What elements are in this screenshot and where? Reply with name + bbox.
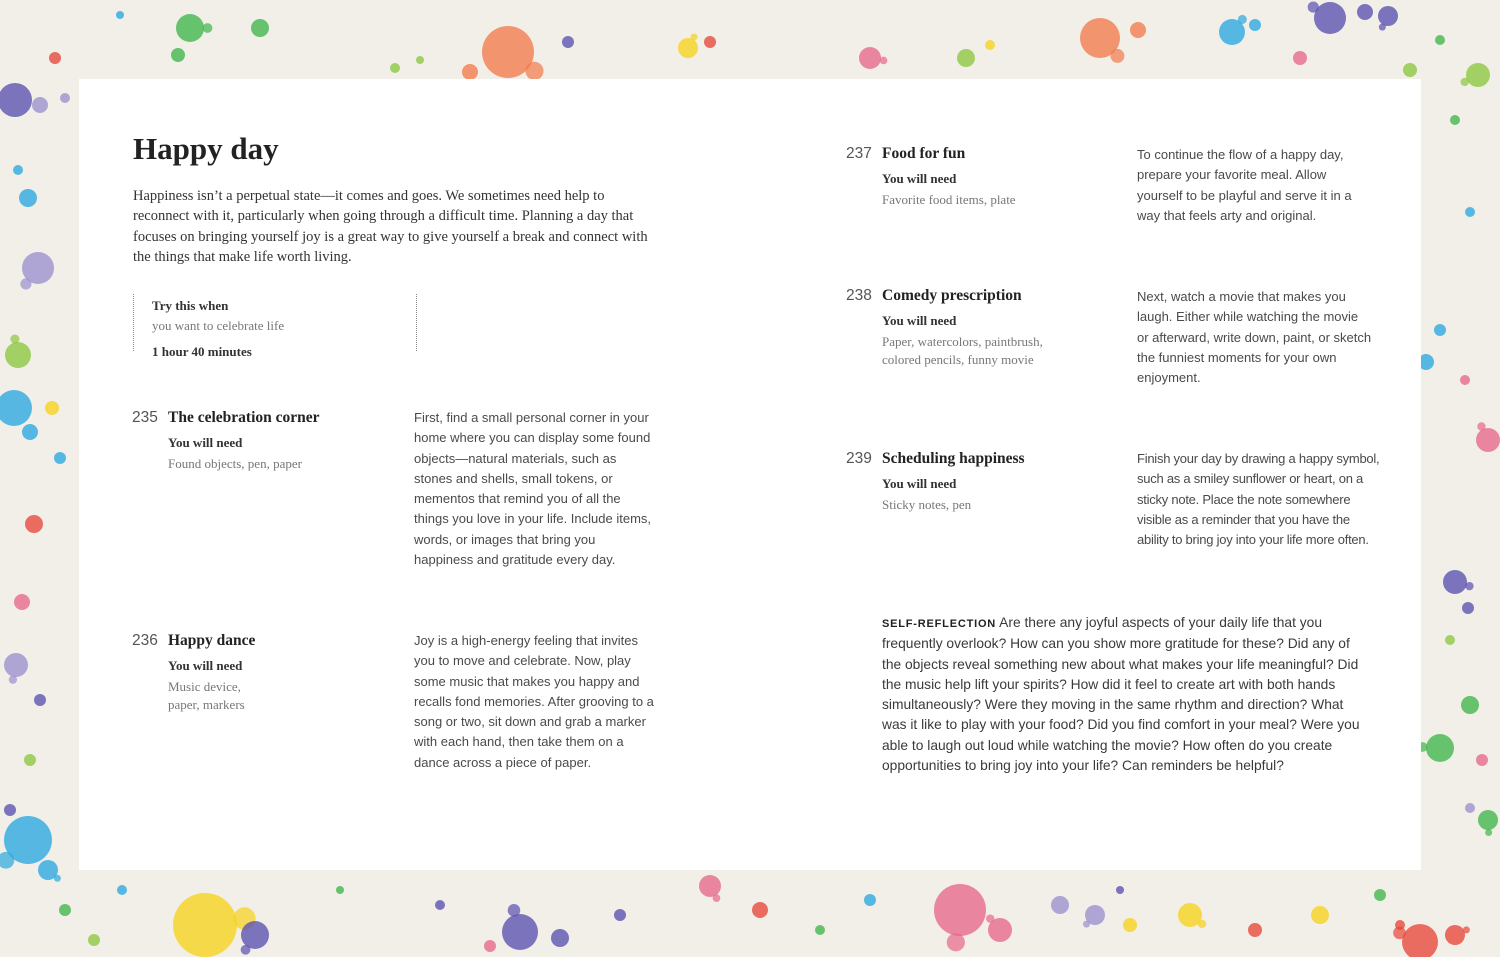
paint-splatter [116, 11, 124, 19]
paint-splatter [1445, 635, 1455, 645]
paint-splatter [24, 754, 36, 766]
book-page [79, 79, 1421, 870]
paint-splatter [9, 675, 17, 683]
paint-splatter [699, 875, 721, 897]
paint-splatter [416, 56, 424, 64]
paint-splatter [390, 63, 400, 73]
paint-splatter [241, 921, 269, 949]
paint-splatter [934, 884, 986, 936]
paint-splatter [1476, 428, 1500, 452]
paint-splatter [1478, 810, 1498, 830]
paint-splatter [117, 885, 127, 895]
try-this-heading: Try this when [152, 298, 229, 313]
paint-splatter [1123, 918, 1137, 932]
paint-splatter [1434, 324, 1446, 336]
paint-splatter [864, 894, 876, 906]
paint-splatter [59, 904, 71, 916]
paint-splatter [251, 19, 269, 37]
intro-paragraph: Happiness isn’t a perpetual state—it comes and goes. We sometimes need help to reconnect with it, particularly when going through a difficult time. Planning a day that focuses on bringing yourself joy is a great way to give yourself a break and connect with the things that make life worth living. [133, 188, 648, 266]
activity-title: Food for fun [882, 145, 966, 162]
paint-splatter [1403, 63, 1417, 77]
paint-splatter [1466, 63, 1490, 87]
paint-splatter [1311, 906, 1329, 924]
self-reflection-paragraph [882, 613, 1367, 776]
paint-splatter [32, 97, 48, 113]
paint-splatter [10, 334, 19, 343]
paint-splatter [22, 424, 38, 440]
paint-splatter [1238, 15, 1247, 24]
activity-title: The celebration corner [168, 409, 320, 426]
needs-list: Paper, watercolors, paintbrush, colored pencils, funny movie [882, 334, 1043, 367]
paint-splatter [49, 52, 61, 64]
needs-label: You will need [882, 476, 957, 491]
paint-splatter [551, 929, 569, 947]
paint-splatter [0, 390, 32, 426]
paint-splatter [4, 653, 28, 677]
paint-splatter [1463, 926, 1470, 933]
paint-splatter [484, 940, 496, 952]
try-this-condition: you want to celebrate life [152, 318, 285, 333]
needs-list: Sticky notes, pen [882, 497, 972, 512]
needs-list: Favorite food items, plate [882, 192, 1016, 207]
activity-239-description: Finish your day by drawing a happy symbol, such as a smiley sunflower or heart, on a sticky note. Place the note somewhere visible as a reminder that you have the ability to bring joy into your life more often. [1137, 451, 1380, 548]
needs-list: Music device, paper, markers [168, 679, 245, 712]
paint-splatter [203, 23, 213, 33]
activity-number: 237 [846, 145, 872, 162]
paint-splatter [171, 48, 185, 62]
paint-splatter [1435, 35, 1445, 45]
activity-title: Scheduling happiness [882, 450, 1025, 467]
paint-splatter [1402, 924, 1438, 957]
paint-splatter [0, 83, 32, 117]
paint-splatter [45, 401, 59, 415]
paint-splatter [508, 904, 521, 917]
paint-splatter [1476, 754, 1488, 766]
paint-splatter [1485, 829, 1492, 836]
paint-splatter [1465, 582, 1473, 590]
paint-splatter [957, 49, 975, 67]
paint-splatter [1248, 923, 1262, 937]
paint-splatter [985, 40, 995, 50]
paint-splatter [1461, 78, 1469, 86]
paint-splatter [60, 93, 70, 103]
activity-number: 236 [132, 632, 158, 649]
paint-splatter [1130, 22, 1146, 38]
paint-splatter [241, 945, 251, 955]
paint-splatter [815, 925, 825, 935]
paint-splatter [54, 875, 61, 882]
paint-splatter [5, 342, 31, 368]
paint-splatter [336, 886, 344, 894]
paint-splatter [25, 515, 43, 533]
page-title: Happy day [133, 131, 279, 166]
try-this-box [133, 294, 417, 359]
paint-splatter [752, 902, 768, 918]
self-reflection-text: Are there any joyful aspects of your daily life that you frequently overlook? How can you show more gratitude for these? Did any of the objects reveal something new about what makes your life meaningful? Did the music help lift your spirits? How did it feel to create art with both hands simultaneously? Were they moving in the same rhythm and direction? What was it like to play with your food? Did you find comfort in your meal? Were you able to laugh out loud while watching the movie? How often do you create opportunities to bring joy into your life? Can reminders be helpful? [882, 615, 1360, 774]
paint-splatter [704, 36, 716, 48]
paint-splatter [502, 914, 538, 950]
needs-label: You will need [882, 171, 957, 186]
paint-splatter [1450, 115, 1460, 125]
paint-splatter [1445, 925, 1465, 945]
activity-title: Comedy prescription [882, 287, 1022, 304]
paint-splatter [1379, 24, 1386, 31]
needs-label: You will need [168, 435, 243, 450]
paint-splatter [1374, 889, 1386, 901]
paint-splatter [462, 64, 478, 80]
paint-splatter [859, 47, 881, 69]
try-this-duration: 1 hour 40 minutes [152, 344, 252, 359]
paint-splatter [20, 278, 31, 289]
paint-splatter [14, 594, 30, 610]
activity-238-description: Next, watch a movie that makes you laugh. Either while watching the movie or afterward, write down, paint, or sketch the funniest moments for your own enjoyment. [1137, 289, 1372, 386]
needs-list: Found objects, pen, paper [168, 456, 302, 471]
activity-number: 235 [132, 409, 158, 426]
needs-label: You will need [168, 658, 243, 673]
paint-splatter [678, 38, 698, 58]
paint-splatter [4, 804, 16, 816]
paint-splatter [88, 934, 100, 946]
paint-splatter [1110, 49, 1124, 63]
activity-236-description: Joy is a high-energy feeling that invites you to move and celebrate. Now, play some music that makes you happy and recalls fond memories. After grooving to a song or two, sit down and grab a marker with each hand, then take them on a dance across a piece of paper. [414, 633, 654, 770]
paint-splatter [1308, 1, 1319, 12]
paint-splatter [13, 165, 23, 175]
paint-splatter [1462, 602, 1474, 614]
paint-splatter [54, 452, 66, 464]
paint-splatter [1378, 6, 1398, 26]
paint-splatter [1443, 570, 1467, 594]
paint-splatter [1460, 375, 1470, 385]
paint-splatter [1249, 19, 1261, 31]
paint-splatter [947, 933, 965, 951]
paint-splatter [614, 909, 626, 921]
paint-splatter [1083, 921, 1090, 928]
paint-splatter [1461, 696, 1479, 714]
paint-splatter [1293, 51, 1307, 65]
self-reflection-label: SELF-REFLECTION [882, 618, 997, 630]
activity-number: 239 [846, 450, 872, 467]
paint-splatter [176, 14, 204, 42]
paint-splatter [1465, 207, 1475, 217]
activity-235-description: First, find a small personal corner in your home where you can display some found objects—natural materials, such as stones and shells, small tokens, or mementos that remind you of all the things you love in your life. Include items, words, or images that bring you happiness and gratitude every day. [414, 410, 652, 568]
paint-splatter [1116, 886, 1124, 894]
paint-splatter [986, 914, 994, 922]
activity-237-description: To continue the flow of a happy day, prepare your favorite meal. Allow yourself to be playful and serve it in a way that feels arty and original. [1137, 147, 1352, 223]
needs-label: You will need [882, 313, 957, 328]
paint-splatter [713, 894, 721, 902]
paint-splatter [525, 62, 543, 80]
paint-splatter [1395, 920, 1405, 930]
paint-splatter [1465, 803, 1475, 813]
paint-splatter [173, 893, 237, 957]
activity-title: Happy dance [168, 632, 256, 649]
paint-splatter [1426, 734, 1454, 762]
paint-splatter [1051, 896, 1069, 914]
activity-number: 238 [846, 287, 872, 304]
paint-splatter [1198, 920, 1206, 928]
paint-splatter [1357, 4, 1373, 20]
paint-splatter [34, 694, 46, 706]
paint-splatter [19, 189, 37, 207]
paint-splatter [691, 34, 698, 41]
paint-splatter [880, 57, 888, 65]
paint-splatter [562, 36, 574, 48]
paint-splatter [435, 900, 445, 910]
paint-splatter [1477, 422, 1485, 430]
